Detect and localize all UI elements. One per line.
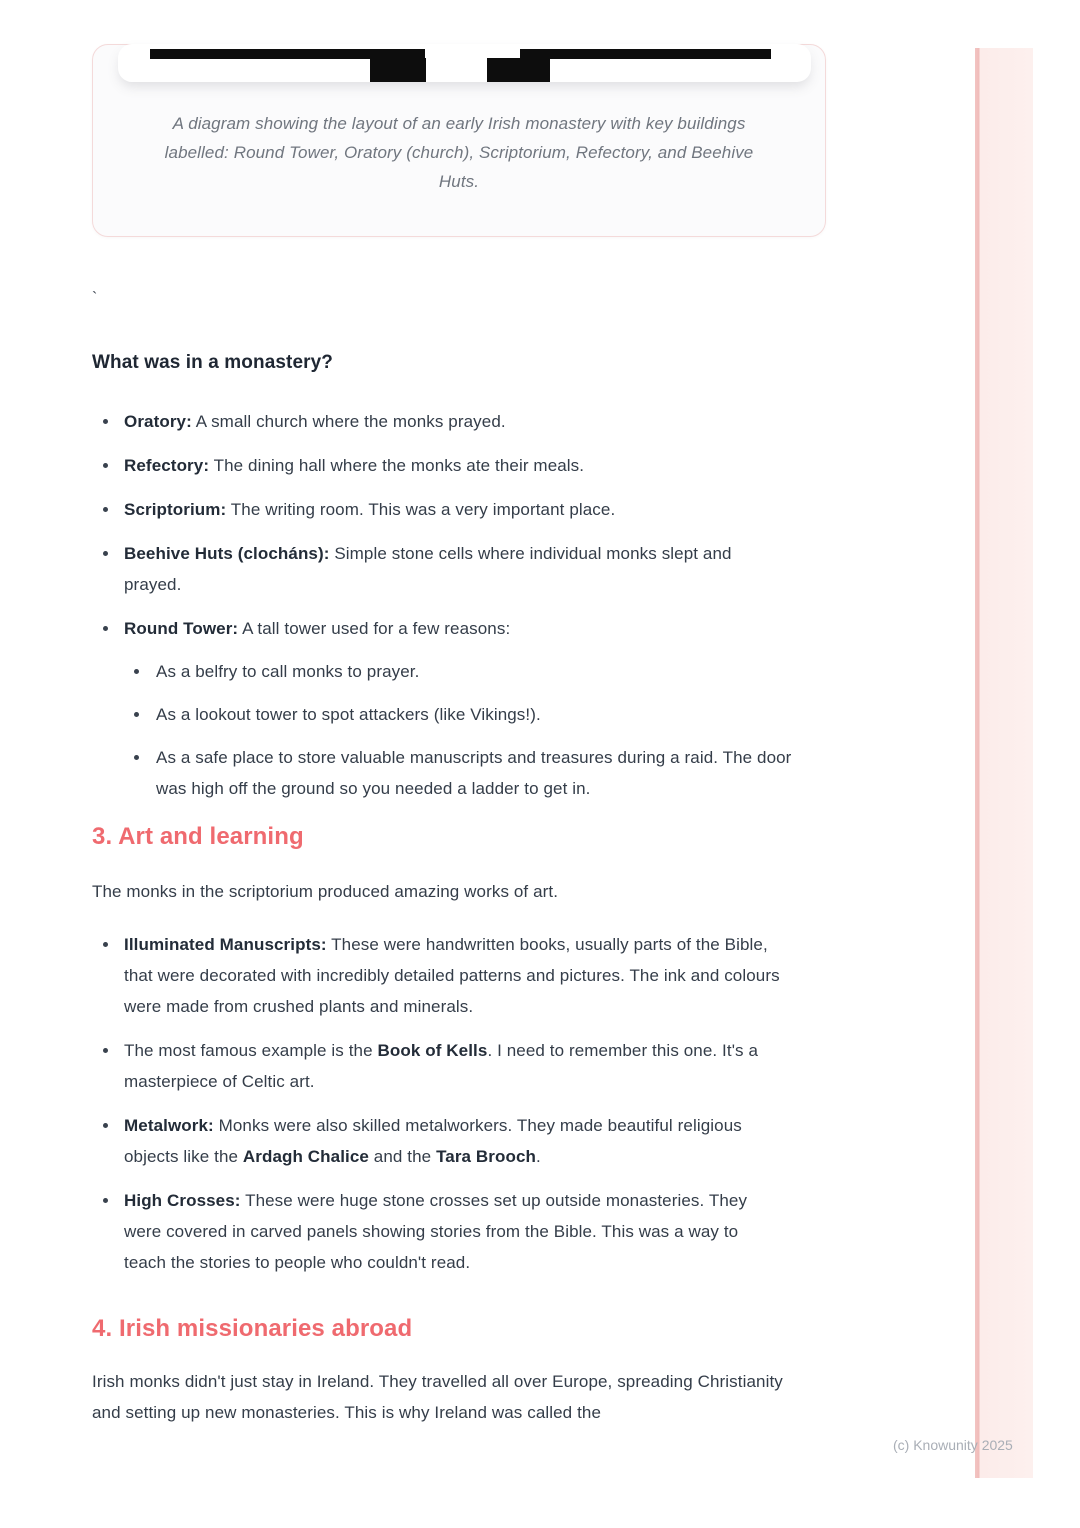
list-item xyxy=(92,929,826,1022)
list-item-text: A tall tower used for a few reasons: xyxy=(238,619,511,638)
bullet-icon xyxy=(103,1123,108,1128)
bullet-icon xyxy=(103,419,108,424)
list-item-content xyxy=(124,538,782,600)
bold-term: Illuminated Manuscripts: xyxy=(124,935,327,954)
list-item xyxy=(92,406,826,437)
list-item xyxy=(92,494,826,525)
missionaries-intro-paragraph: Irish monks didn't just stay in Ireland. They travelled all over Europe, spreading Christianity and setting up new monasteries. This is why Ireland was called the xyxy=(92,1372,783,1422)
list-item-content xyxy=(124,1185,782,1278)
list-item xyxy=(92,450,826,481)
list-item-content xyxy=(124,1035,782,1097)
document-content xyxy=(92,0,826,1428)
list-item-text: A small church where the monks prayed. xyxy=(191,412,506,431)
list-item-content xyxy=(124,450,584,481)
bold-term: Metalwork: xyxy=(124,1116,214,1135)
list-item-content xyxy=(124,494,615,525)
list-item-content xyxy=(124,1110,782,1172)
bullet-icon xyxy=(103,1198,108,1203)
bold-term: Scriptorium: xyxy=(124,500,227,519)
list-item-content xyxy=(124,929,782,1022)
list-item-text: The writing room. This was a very important place. xyxy=(226,500,616,519)
sub-list-item xyxy=(124,656,826,687)
list-item xyxy=(92,538,826,600)
stray-backtick: ` xyxy=(92,290,98,307)
diagram-block-icon xyxy=(370,58,426,82)
copyright-watermark: (c) Knowunity 2025 xyxy=(893,1437,1013,1453)
list-item-text: The dining hall where the monks ate their meals. xyxy=(209,456,585,475)
list-item xyxy=(92,1035,826,1097)
list-item-text: These were handwritten books, usually parts of the Bible, that were decorated with incredibly detailed patterns and pictures. The ink and colours were made from crushed plants and minerals. xyxy=(124,935,780,1016)
monastery-list xyxy=(92,406,826,804)
list-item-text: . xyxy=(536,1147,541,1166)
list-item xyxy=(92,1110,826,1172)
bullet-icon xyxy=(103,942,108,947)
list-item-text: Simple stone cells where individual monks slept and prayed. xyxy=(124,544,732,594)
list-item-content xyxy=(156,742,801,804)
bold-term: Oratory: xyxy=(124,412,192,431)
bullet-icon xyxy=(134,712,139,717)
list-item-text: As a lookout tower to spot attackers (like Vikings!). xyxy=(156,705,541,724)
figure-caption: A diagram showing the layout of an early Irish monastery with key buildings labelled: Round Tower, Oratory (church), Scriptorium, Refectory, and Beehive Huts. xyxy=(164,114,754,191)
bold-term: Beehive Huts (clocháns): xyxy=(124,544,330,563)
bullet-icon xyxy=(134,755,139,760)
list-item-content xyxy=(124,406,506,437)
list-item-text: These were huge stone crosses set up outside monasteries. They were covered in carved panels showing stories from the Bible. This was a way to teach the stories to people who couldn't read. xyxy=(124,1191,748,1272)
list-item-text: As a belfry to call monks to prayer. xyxy=(156,662,420,681)
bullet-icon xyxy=(103,463,108,468)
diagram-block-icon xyxy=(487,58,550,82)
bullet-icon xyxy=(103,507,108,512)
art-intro-paragraph: The monks in the scriptorium produced amazing works of art. xyxy=(92,882,559,901)
list-item-text: The most famous example is the xyxy=(124,1041,378,1060)
monastery-heading: What was in a monastery? xyxy=(92,352,334,373)
list-item-content xyxy=(156,699,541,730)
sub-list-item xyxy=(124,742,826,804)
bold-term: Book of Kells xyxy=(377,1041,488,1060)
art-list xyxy=(92,929,826,1278)
bold-term: Ardagh Chalice xyxy=(242,1147,369,1166)
list-item-text: . I need to remember this one. It's a masterpiece of Celtic art. xyxy=(124,1041,759,1091)
diagram-line-icon xyxy=(520,49,771,59)
list-item xyxy=(92,613,826,804)
list-item xyxy=(92,1185,826,1278)
bullet-icon xyxy=(103,1048,108,1053)
list-item-text: As a safe place to store valuable manuscripts and treasures during a raid. The door was high off the ground so you needed a ladder to get in. xyxy=(156,748,792,798)
list-item-content xyxy=(124,613,510,644)
bullet-icon xyxy=(103,626,108,631)
list-item-text: and the xyxy=(368,1147,437,1166)
figure-card xyxy=(92,44,826,237)
missionaries-section-heading: 4. Irish missionaries abroad xyxy=(92,1315,413,1342)
sub-list xyxy=(124,656,826,804)
bold-term: Tara Brooch xyxy=(436,1147,537,1166)
bold-term: Refectory: xyxy=(124,456,210,475)
list-item-content xyxy=(156,656,419,687)
bullet-icon xyxy=(134,669,139,674)
list-item-text: Monks were also skilled metalworkers. They made beautiful religious objects like the xyxy=(124,1116,742,1166)
sub-list-item xyxy=(124,699,826,730)
monastery-diagram-image xyxy=(118,44,811,82)
bold-term: Round Tower: xyxy=(124,619,239,638)
next-page-edge-decoration xyxy=(975,48,1033,1478)
art-section-heading: 3. Art and learning xyxy=(92,823,304,850)
bold-term: High Crosses: xyxy=(124,1191,241,1210)
bullet-icon xyxy=(103,551,108,556)
